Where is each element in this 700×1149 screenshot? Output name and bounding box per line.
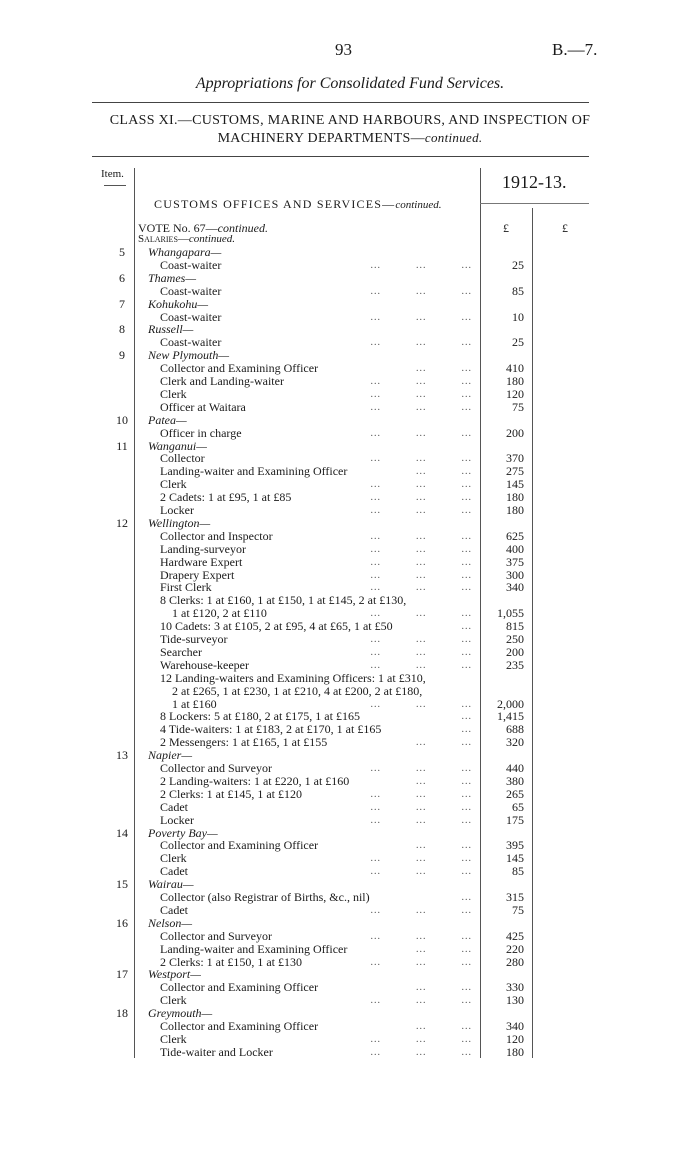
- dot-leader: ...: [461, 892, 472, 903]
- place-name: Wanganui—: [148, 438, 207, 453]
- dot-leader: ...: [461, 621, 472, 633]
- amount-value: 330: [506, 980, 524, 995]
- dot-leader: ... ... ...: [370, 930, 472, 942]
- row-description: 1 at £120, 2 at £110: [172, 606, 267, 621]
- page-number: 93: [335, 40, 352, 59]
- place-name: Wairau—: [148, 877, 194, 892]
- table-row: [0, 685, 700, 698]
- table-row: [0, 465, 700, 478]
- row-description: Cadet: [160, 902, 188, 917]
- dot-leader: ... ... ...: [370, 1033, 472, 1045]
- row-description: Cadet: [160, 864, 188, 879]
- table-row: [0, 504, 700, 517]
- dot-leader: ... ...: [416, 943, 472, 955]
- row-description: Collector: [160, 451, 205, 466]
- row-description: Cadet: [160, 799, 188, 814]
- table-row: [0, 917, 700, 930]
- item-number: 8: [119, 322, 125, 337]
- class-title-main: MACHINERY DEPARTMENTS—: [217, 131, 425, 146]
- row-description: Clerk: [160, 1031, 187, 1046]
- table-row: [0, 323, 700, 336]
- table-row: [0, 285, 700, 298]
- item-number: 10: [116, 412, 128, 427]
- place-name: Whangapara—: [148, 245, 222, 259]
- table-row: [0, 427, 700, 440]
- amount-value: 25: [512, 257, 524, 272]
- amount-value: 75: [512, 902, 524, 917]
- dot-leader: ... ... ...: [370, 866, 472, 878]
- table-row: [0, 839, 700, 852]
- currency-symbol-col2: £: [562, 221, 568, 235]
- amount-value: 85: [512, 864, 524, 879]
- row-description: Coast-waiter: [160, 309, 222, 324]
- currency-symbol-col1: £: [503, 221, 509, 235]
- row-description: Locker: [160, 503, 194, 517]
- row-description: Coast-waiter: [160, 283, 222, 298]
- row-description: 1 at £160: [172, 696, 217, 711]
- table-row: [0, 414, 700, 427]
- row-description: Landing-surveyor: [160, 541, 246, 556]
- place-name: Wellington—: [148, 515, 211, 530]
- row-description: Collector and Examining Officer: [160, 361, 319, 376]
- dot-leader: ... ... ...: [370, 763, 472, 774]
- table-row: [0, 1007, 700, 1020]
- amount-value: 425: [506, 928, 524, 943]
- amount-value: 395: [506, 838, 524, 853]
- row-description: 2 at £265, 1 at £230, 1 at £210, 4 at £200, 2 at £180,: [172, 683, 423, 698]
- table-row: [0, 298, 700, 311]
- row-description: Drapery Expert: [160, 567, 235, 582]
- row-description: 10 Cadets: 3 at £105, 2 at £95, 4 at £65, 1 at £50: [160, 619, 393, 634]
- table-row: [0, 556, 700, 569]
- table-row: [0, 646, 700, 659]
- amount-value: 75: [512, 399, 524, 414]
- row-description: Clerk: [160, 993, 187, 1008]
- table-row: [0, 388, 700, 401]
- table-row: [0, 440, 700, 453]
- table-row: [0, 259, 700, 272]
- top-rule: [92, 102, 589, 103]
- dot-leader: ...: [461, 724, 472, 736]
- dot-leader: ... ... ...: [370, 543, 472, 555]
- table-row: [0, 943, 700, 956]
- item-header-rule: [104, 185, 126, 186]
- amount-value: 120: [506, 1031, 524, 1046]
- place-name: Napier—: [148, 748, 193, 763]
- amount-value: 280: [506, 954, 524, 969]
- table-row: [0, 362, 700, 375]
- row-description: Coast-waiter: [160, 257, 222, 272]
- dot-leader: ... ... ...: [370, 698, 472, 710]
- amount-value: 130: [506, 993, 524, 1008]
- dot-leader: ... ... ...: [370, 608, 472, 620]
- table-row: [0, 517, 700, 530]
- row-description: Collector and Examining Officer: [160, 980, 319, 995]
- amount-value: 625: [506, 528, 524, 543]
- row-description: Officer at Waitara: [160, 399, 246, 414]
- dot-leader: ... ... ...: [370, 582, 472, 594]
- table-row: [0, 349, 700, 362]
- dot-leader: ... ... ...: [370, 285, 472, 297]
- row-description: 12 Landing-waiters and Examining Officers: 1 at £310,: [160, 670, 426, 685]
- dot-leader: ... ... ...: [370, 659, 472, 671]
- amount-value: 265: [506, 786, 524, 801]
- table-row: [0, 775, 700, 788]
- item-number: 9: [119, 348, 125, 363]
- place-name: Greymouth—: [148, 1006, 213, 1021]
- table-row: [0, 336, 700, 349]
- row-description: Collector and Examining Officer: [160, 1019, 319, 1033]
- row-description: First Clerk: [160, 580, 212, 595]
- dot-leader: ... ... ...: [370, 401, 472, 413]
- amount-value: 145: [506, 477, 524, 492]
- salaries-heading: [138, 233, 235, 245]
- amount-value: 1,055: [497, 606, 524, 621]
- amount-value: 200: [506, 425, 524, 440]
- place-name: Thames—: [148, 270, 197, 285]
- class-title-continued: continued.: [424, 130, 483, 145]
- document-reference: B.—7.: [552, 40, 598, 59]
- dot-leader: ... ... ...: [370, 427, 472, 439]
- row-description: Coast-waiter: [160, 335, 222, 350]
- table-row: [0, 788, 700, 801]
- amount-value: 275: [506, 464, 524, 479]
- dot-leader: ... ... ...: [370, 814, 472, 826]
- place-name: Patea—: [148, 412, 187, 427]
- amount-value: 370: [506, 451, 524, 466]
- item-number: 15: [116, 877, 128, 892]
- place-name: New Plymouth—: [148, 348, 229, 363]
- dot-leader: ... ... ...: [370, 569, 472, 581]
- amount-value: 145: [506, 851, 524, 866]
- amount-value: 1,415: [497, 709, 524, 724]
- row-description: 8 Clerks: 1 at £160, 1 at £150, 1 at £145, 2 at £130,: [160, 593, 407, 608]
- amount-value: 10: [512, 309, 524, 324]
- table-row: [0, 530, 700, 543]
- row-description: Collector (also Registrar of Births, &c., nil): [160, 890, 370, 904]
- table-row: [0, 401, 700, 414]
- amount-value: 235: [506, 657, 524, 672]
- table-row: [0, 375, 700, 388]
- table-row: [0, 1046, 700, 1059]
- amount-value: 340: [506, 580, 524, 595]
- dot-leader: ... ... ...: [370, 646, 472, 658]
- dot-leader: ... ...: [416, 737, 472, 749]
- row-description: 2 Messengers: 1 at £165, 1 at £155: [160, 735, 328, 750]
- amount-value: 688: [506, 722, 524, 737]
- dot-leader: ... ... ...: [370, 995, 472, 1007]
- place-name: Nelson—: [148, 915, 193, 930]
- amount-value: 65: [512, 799, 524, 814]
- amount-value: 220: [506, 941, 524, 956]
- dot-leader: ... ... ...: [370, 453, 472, 465]
- table-row: [0, 659, 700, 672]
- dot-leader: ... ... ...: [370, 530, 472, 542]
- class-title-line1: CLASS XI.—CUSTOMS, MARINE AND HARBOURS, AND INSPECTION OF: [109, 113, 591, 128]
- dot-leader: ... ... ...: [370, 311, 472, 323]
- amount-value: 380: [506, 773, 524, 788]
- row-description: Landing-waiter and Examining Officer: [160, 464, 348, 479]
- dot-leader: ... ... ...: [370, 479, 472, 491]
- dot-leader: ... ...: [416, 466, 472, 478]
- dot-leader: ... ... ...: [370, 788, 472, 800]
- row-description: Clerk: [160, 851, 187, 866]
- place-name: Russell—: [148, 322, 194, 337]
- dot-leader: ... ...: [416, 982, 472, 994]
- dot-leader: ... ... ...: [370, 492, 472, 504]
- table-row: [0, 827, 700, 840]
- year-column-header: 1912-13.: [502, 172, 567, 192]
- row-description: Collector and Surveyor: [160, 928, 272, 943]
- table-row: [0, 594, 700, 607]
- amount-value: 180: [506, 490, 524, 505]
- item-number: 13: [116, 748, 128, 763]
- table-row: [0, 452, 700, 465]
- row-description: 8 Lockers: 5 at £180, 2 at £175, 1 at £165: [160, 709, 360, 724]
- amount-value: 180: [506, 1044, 524, 1059]
- amount-value: 85: [512, 283, 524, 298]
- table-row: [0, 491, 700, 504]
- dot-leader: ... ... ...: [370, 904, 472, 916]
- table-row: [0, 749, 700, 762]
- item-number: 5: [119, 245, 125, 259]
- row-description: Locker: [160, 812, 194, 827]
- item-number: 12: [116, 515, 128, 530]
- table-row: [0, 736, 700, 749]
- table-row: [0, 994, 700, 1007]
- row-description: Hardware Expert: [160, 554, 243, 569]
- item-column-header: Item.: [101, 168, 124, 180]
- amount-value: 315: [506, 890, 524, 904]
- amount-value: 410: [506, 361, 524, 376]
- dot-leader: ... ... ...: [370, 801, 472, 813]
- row-description: 2 Clerks: 1 at £145, 1 at £120: [160, 786, 302, 801]
- place-name: Poverty Bay—: [148, 825, 218, 840]
- amount-value: 320: [506, 735, 524, 750]
- table-row: [0, 968, 700, 981]
- dot-leader: ... ... ...: [370, 853, 472, 865]
- amount-value: 120: [506, 386, 524, 401]
- row-description: 2 Clerks: 1 at £150, 1 at £130: [160, 954, 302, 969]
- table-row: [0, 762, 700, 775]
- amount-value: 250: [506, 632, 524, 646]
- item-number: 6: [119, 270, 125, 285]
- amount-value: 175: [506, 812, 524, 827]
- item-number: 16: [116, 915, 128, 930]
- table-row: [0, 620, 700, 633]
- table-row: [0, 478, 700, 491]
- dot-leader: ... ...: [416, 363, 472, 375]
- table-row: [0, 891, 700, 904]
- dot-leader: ...: [461, 711, 472, 723]
- dot-leader: ... ...: [416, 840, 472, 852]
- dot-leader: ... ... ...: [370, 388, 472, 400]
- dot-leader: ... ... ...: [370, 634, 472, 645]
- amount-value: 180: [506, 503, 524, 517]
- dot-leader: ... ... ...: [370, 259, 472, 271]
- amount-value: 180: [506, 374, 524, 388]
- row-description: Clerk: [160, 477, 187, 492]
- section-heading: [154, 197, 441, 212]
- amount-value: 340: [506, 1019, 524, 1033]
- table-row: [0, 723, 700, 736]
- row-description: Tide-surveyor: [160, 632, 228, 646]
- row-description: Collector and Inspector: [160, 528, 273, 543]
- dot-leader: ... ... ...: [370, 376, 472, 387]
- header-rule: [92, 156, 589, 157]
- table-row: [0, 801, 700, 814]
- vote-text: VOTE No. 67—: [138, 221, 218, 235]
- table-row: [0, 272, 700, 285]
- vote-continued: continued.: [217, 221, 268, 235]
- table-row: [0, 246, 700, 259]
- table-row: [0, 569, 700, 582]
- row-description: Clerk and Landing-waiter: [160, 374, 284, 388]
- row-description: Landing-waiter and Examining Officer: [160, 941, 348, 956]
- dot-leader: ... ... ...: [370, 1046, 472, 1058]
- page-subtitle: Appropriations for Consolidated Fund Services.: [195, 75, 505, 92]
- table-row: [0, 1033, 700, 1046]
- row-description: 2 Cadets: 1 at £95, 1 at £85: [160, 490, 292, 505]
- row-description: Officer in charge: [160, 425, 242, 440]
- table-row: [0, 865, 700, 878]
- table-row: [0, 956, 700, 969]
- dot-leader: ... ...: [416, 775, 472, 787]
- dot-leader: ... ...: [416, 1021, 472, 1032]
- section-heading-continued: continued.: [395, 199, 442, 211]
- row-description: Searcher: [160, 644, 202, 659]
- amount-value: 400: [506, 541, 524, 556]
- table-row: [0, 672, 700, 685]
- table-row: [0, 814, 700, 827]
- table-row: [0, 311, 700, 324]
- table-row: [0, 633, 700, 646]
- item-number: 17: [116, 967, 128, 982]
- amount-value: 200: [506, 644, 524, 659]
- amount-value: 25: [512, 335, 524, 350]
- amount-value: 375: [506, 554, 524, 569]
- salaries-text: Salaries—: [138, 233, 189, 245]
- table-row: [0, 981, 700, 994]
- salaries-continued: continued.: [188, 233, 236, 245]
- row-description: Tide-waiter and Locker: [160, 1044, 273, 1059]
- table-row: [0, 543, 700, 556]
- amount-value: 440: [506, 761, 524, 775]
- item-number: 7: [119, 296, 125, 311]
- amount-value: 2,000: [497, 696, 524, 711]
- row-description: Collector and Examining Officer: [160, 838, 319, 853]
- item-number: 18: [116, 1006, 128, 1021]
- row-description: Clerk: [160, 386, 187, 401]
- table-row: [0, 904, 700, 917]
- table-row: [0, 852, 700, 865]
- row-description: 4 Tide-waiters: 1 at £183, 2 at £170, 1 at £165: [160, 722, 382, 737]
- dot-leader: ... ... ...: [370, 956, 472, 968]
- row-description: 2 Landing-waiters: 1 at £220, 1 at £160: [160, 773, 350, 788]
- table-row: [0, 930, 700, 943]
- row-description: Warehouse-keeper: [160, 657, 249, 672]
- item-number: 11: [116, 438, 128, 453]
- dot-leader: ... ... ...: [370, 556, 472, 568]
- dot-leader: ... ... ...: [370, 337, 472, 349]
- table-row: [0, 1020, 700, 1033]
- amount-value: 300: [506, 567, 524, 582]
- class-title-line2: [0, 130, 700, 147]
- item-number: 14: [116, 825, 128, 840]
- place-name: Kohukohu—: [148, 296, 208, 311]
- place-name: Westport—: [148, 967, 201, 982]
- dot-leader: ... ... ...: [370, 505, 472, 516]
- amount-value: 815: [506, 619, 524, 634]
- year-header-rule: [480, 203, 589, 204]
- section-heading-text: CUSTOMS OFFICES AND SERVICES—: [154, 197, 396, 211]
- row-description: Collector and Surveyor: [160, 761, 272, 775]
